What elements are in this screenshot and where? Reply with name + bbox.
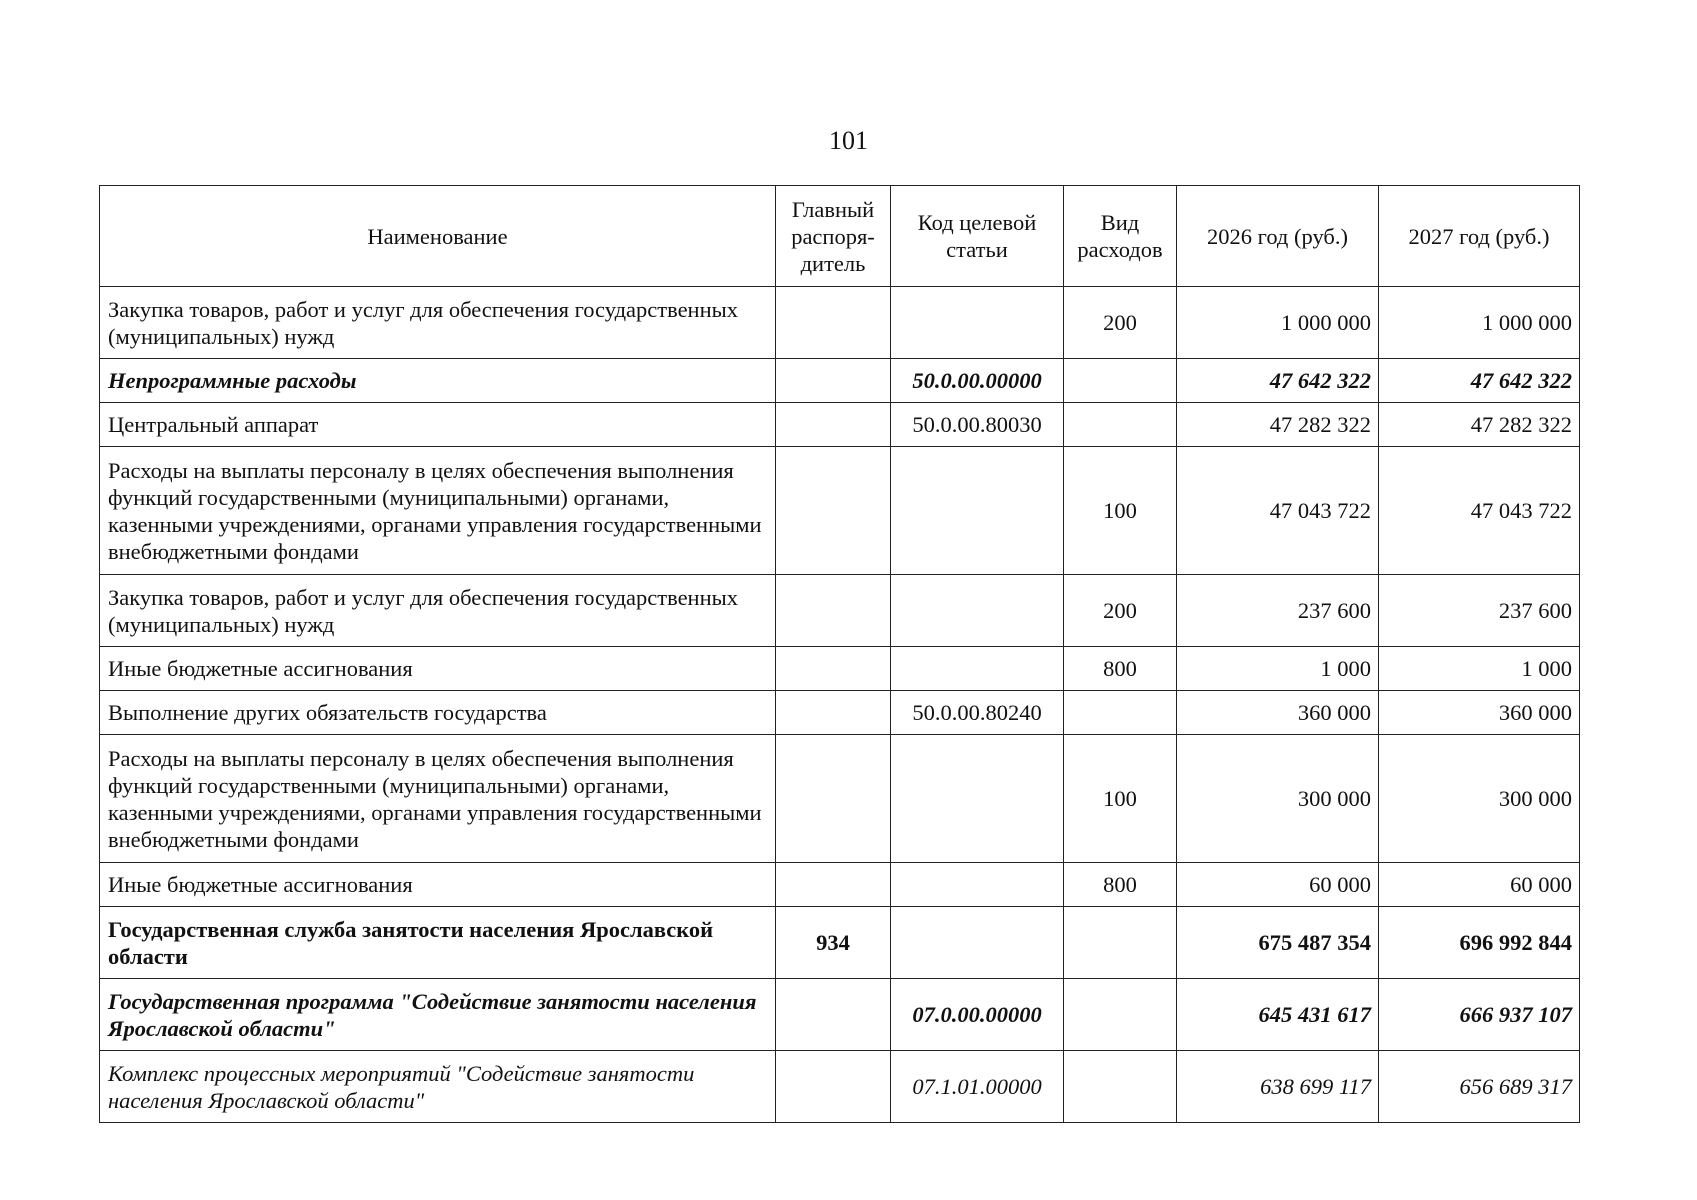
table-row	[100, 691, 1580, 735]
row-expense-type: 800	[1064, 647, 1177, 691]
table-row	[100, 575, 1580, 647]
row-expense-type: 200	[1064, 575, 1177, 647]
row-amount-2026: 1 000 000	[1177, 287, 1379, 359]
row-expense-type	[1064, 691, 1177, 735]
row-amount-2027: 360 000	[1379, 691, 1580, 735]
table-header-row	[100, 186, 1580, 287]
table-row	[100, 287, 1580, 359]
row-name: Государственная служба занятости населения Ярославской области	[100, 907, 776, 979]
row-amount-2026: 47 642 322	[1177, 359, 1379, 403]
row-manager: 934	[776, 907, 891, 979]
row-amount-2026: 675 487 354	[1177, 907, 1379, 979]
table-row	[100, 735, 1580, 863]
row-name: Расходы на выплаты персоналу в целях обеспечения выполнения функций государственными (муниципальными) органами, казенными учреждениями, органами управления государственными внебюджетными фондами	[100, 447, 776, 575]
row-manager	[776, 863, 891, 907]
table-row	[100, 979, 1580, 1051]
row-expense-type: 800	[1064, 863, 1177, 907]
row-expense-type	[1064, 403, 1177, 447]
row-manager	[776, 359, 891, 403]
row-name: Закупка товаров, работ и услуг для обеспечения государственных (муниципальных) нужд	[100, 287, 776, 359]
row-amount-2027: 47 043 722	[1379, 447, 1580, 575]
row-name: Непрограммные расходы	[100, 359, 776, 403]
header-expense-type: Вид расходов	[1064, 186, 1177, 287]
row-name: Расходы на выплаты персоналу в целях обеспечения выполнения функций государственными (муниципальными) органами, казенными учреждениями, органами управления государственными внебюджетными фондами	[100, 735, 776, 863]
table-row	[100, 863, 1580, 907]
row-target-code: 07.0.00.00000	[891, 979, 1064, 1051]
row-expense-type	[1064, 359, 1177, 403]
row-manager	[776, 1051, 891, 1123]
row-target-code: 07.1.01.00000	[891, 1051, 1064, 1123]
row-name: Выполнение других обязательств государства	[100, 691, 776, 735]
header-year-2027: 2027 год (руб.)	[1379, 186, 1580, 287]
row-amount-2027: 1 000	[1379, 647, 1580, 691]
row-expense-type: 200	[1064, 287, 1177, 359]
row-target-code	[891, 647, 1064, 691]
row-amount-2027: 1 000 000	[1379, 287, 1580, 359]
row-target-code: 50.0.00.80240	[891, 691, 1064, 735]
budget-table	[99, 185, 1580, 1123]
row-expense-type	[1064, 1051, 1177, 1123]
table-row	[100, 647, 1580, 691]
row-manager	[776, 447, 891, 575]
row-amount-2026: 638 699 117	[1177, 1051, 1379, 1123]
table-row	[100, 403, 1580, 447]
row-target-code	[891, 863, 1064, 907]
table-row	[100, 1051, 1580, 1123]
row-amount-2027: 47 282 322	[1379, 403, 1580, 447]
row-manager	[776, 735, 891, 863]
row-amount-2026: 1 000	[1177, 647, 1379, 691]
header-manager: Главный распоря-дитель	[776, 186, 891, 287]
table-row	[100, 359, 1580, 403]
row-amount-2027: 666 937 107	[1379, 979, 1580, 1051]
row-expense-type	[1064, 907, 1177, 979]
row-target-code	[891, 575, 1064, 647]
table-row	[100, 447, 1580, 575]
row-amount-2026: 360 000	[1177, 691, 1379, 735]
row-target-code	[891, 735, 1064, 863]
row-expense-type: 100	[1064, 735, 1177, 863]
row-name: Иные бюджетные ассигнования	[100, 647, 776, 691]
row-manager	[776, 403, 891, 447]
row-manager	[776, 691, 891, 735]
table-row	[100, 907, 1580, 979]
row-manager	[776, 647, 891, 691]
row-target-code	[891, 907, 1064, 979]
row-amount-2027: 47 642 322	[1379, 359, 1580, 403]
row-amount-2027: 696 992 844	[1379, 907, 1580, 979]
row-amount-2027: 237 600	[1379, 575, 1580, 647]
row-amount-2026: 237 600	[1177, 575, 1379, 647]
row-amount-2026: 60 000	[1177, 863, 1379, 907]
page-number: 101	[829, 126, 868, 155]
header-name: Наименование	[100, 186, 776, 287]
row-manager	[776, 287, 891, 359]
row-amount-2027: 300 000	[1379, 735, 1580, 863]
row-expense-type	[1064, 979, 1177, 1051]
header-target-code: Код целевой статьи	[891, 186, 1064, 287]
row-amount-2026: 47 043 722	[1177, 447, 1379, 575]
row-name: Государственная программа "Содействие занятости населения Ярославской области"	[100, 979, 776, 1051]
row-target-code: 50.0.00.80030	[891, 403, 1064, 447]
row-name: Комплекс процессных мероприятий "Содействие занятости населения Ярославской области"	[100, 1051, 776, 1123]
row-name: Центральный аппарат	[100, 403, 776, 447]
row-target-code	[891, 287, 1064, 359]
row-expense-type: 100	[1064, 447, 1177, 575]
row-manager	[776, 979, 891, 1051]
row-amount-2027: 656 689 317	[1379, 1051, 1580, 1123]
row-name: Закупка товаров, работ и услуг для обеспечения государственных (муниципальных) нужд	[100, 575, 776, 647]
row-target-code	[891, 447, 1064, 575]
header-year-2026: 2026 год (руб.)	[1177, 186, 1379, 287]
row-target-code: 50.0.00.00000	[891, 359, 1064, 403]
row-manager	[776, 575, 891, 647]
row-amount-2026: 645 431 617	[1177, 979, 1379, 1051]
row-name: Иные бюджетные ассигнования	[100, 863, 776, 907]
row-amount-2026: 47 282 322	[1177, 403, 1379, 447]
row-amount-2027: 60 000	[1379, 863, 1580, 907]
row-amount-2026: 300 000	[1177, 735, 1379, 863]
